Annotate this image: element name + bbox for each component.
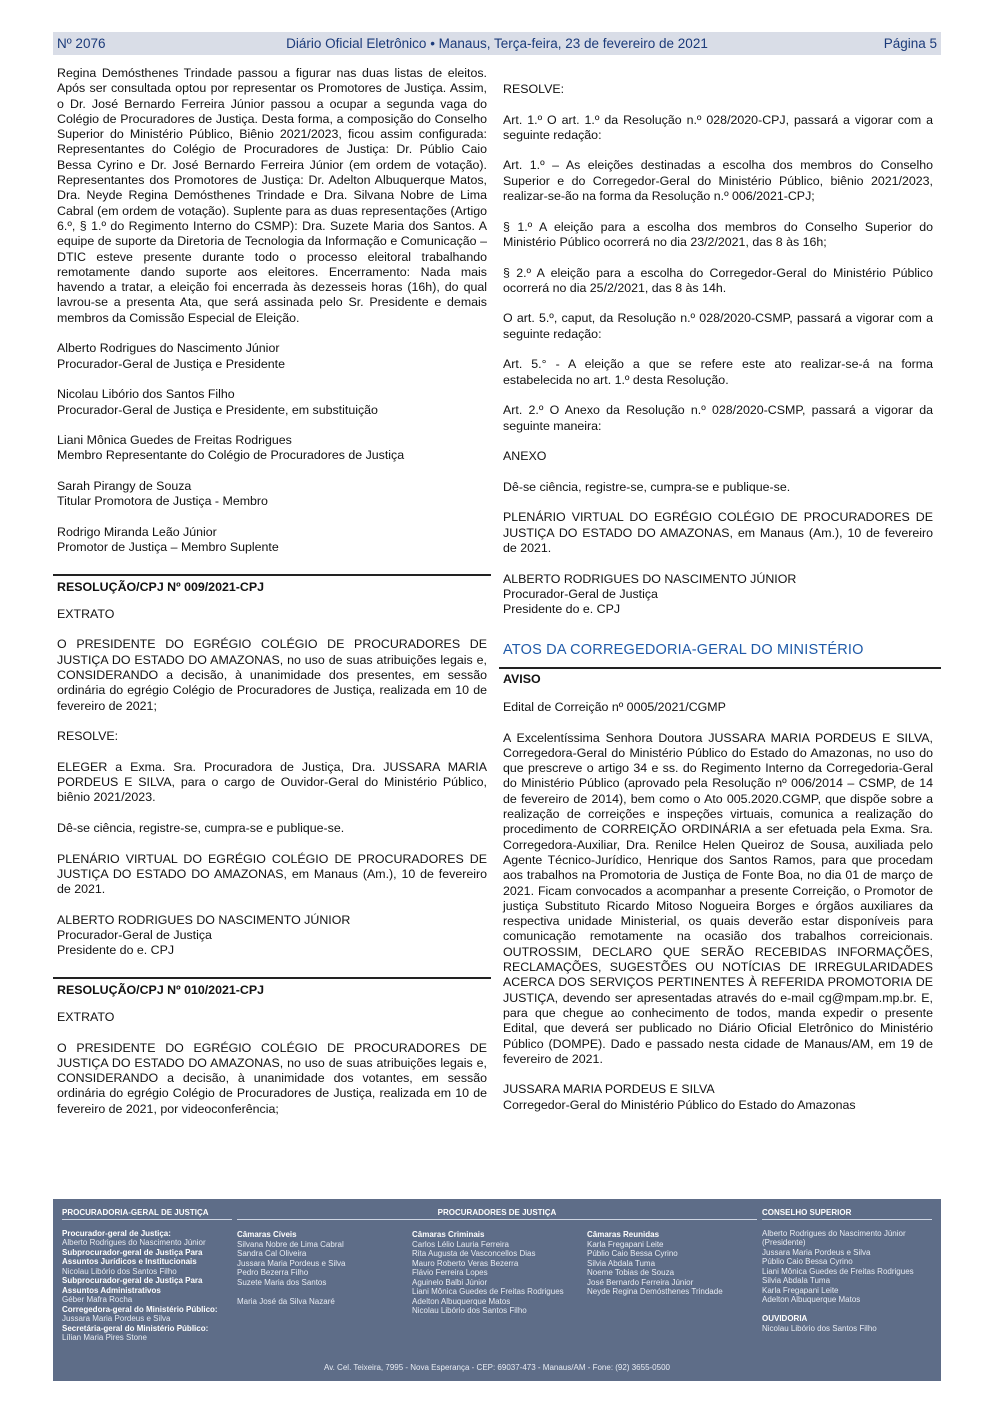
footer-label: Câmaras Cíveis xyxy=(237,1230,297,1239)
footer-name: Aguinelo Balbi Júnior xyxy=(412,1277,488,1287)
footer-name: Jussara Maria Pordeus e Silva xyxy=(62,1314,171,1323)
section-divider xyxy=(499,667,941,669)
footer-name: (Presidente) xyxy=(762,1238,806,1247)
footer-name: Maria José da Silva Nazaré xyxy=(237,1296,335,1306)
footer-divider xyxy=(62,1219,232,1220)
resolution-paragraph: § 2.º A eleição para a escolha do Corregedor-Geral do Ministério Público ocorrerá no dia 25/2/2021, das 8 às 14h. xyxy=(503,265,933,295)
signature-name: ALBERTO RODRIGUES DO NASCIMENTO JÚNIOR xyxy=(57,912,351,927)
resolution-paragraph: § 1.º A eleição para a escolha dos membros do Conselho Superior do Ministério Público ocorrerá no dia 23/2/2021, das 8 às 16h; xyxy=(503,219,933,249)
signature-name: Sarah Pirangy de Souza xyxy=(57,479,192,494)
extrato-label: EXTRATO xyxy=(57,1009,115,1024)
signature-role: Presidente do e. CPJ xyxy=(57,943,175,958)
footer-name: Karla Fregapani Leite xyxy=(587,1239,664,1249)
footer-divider xyxy=(762,1219,932,1220)
signature-role: Promotor de Justiça – Membro Suplente xyxy=(57,540,279,555)
header-title: Diário Oficial Eletrônico • Manaus, Terça-feira, 23 de fevereiro de 2021 xyxy=(286,36,708,51)
resolution-paragraph: Art. 2.º O Anexo da Resolução n.º 028/2020-CSMP, passará a vigorar da seguinte maneira: xyxy=(503,403,933,433)
footer-label: Secretária-geral do Ministério Público: xyxy=(62,1323,209,1333)
footer-reunidas xyxy=(587,1230,757,1297)
resolution-paragraph: Art. 1.º O art. 1.º da Resolução n.º 028/2020-CPJ, passará a vigorar com a seguinte redação: xyxy=(503,112,933,142)
footer-name: Liani Mônica Guedes de Freitas Rodrigues xyxy=(762,1266,914,1276)
signature-name: Liani Mônica Guedes de Freitas Rodrigues xyxy=(57,433,292,448)
footer-divider xyxy=(237,1219,757,1220)
footer-name: Silvana Nobre de Lima Cabral xyxy=(237,1239,344,1249)
footer-name: Suzete Maria dos Santos xyxy=(237,1277,327,1287)
footer-name: Públio Caio Bessa Cyrino xyxy=(587,1249,678,1258)
signature-block xyxy=(57,913,487,959)
footer-heading: CONSELHO SUPERIOR xyxy=(762,1208,852,1217)
signature-block xyxy=(57,525,487,556)
footer-name: Alberto Rodrigues do Nascimento Júnior xyxy=(762,1228,906,1238)
footer-address: Av. Cel. Teixeira, 7995 - Nova Esperança - CEP: 69037-473 - Manaus/AM - Fone: (92) 3655-0500 xyxy=(324,1363,670,1372)
signature-block xyxy=(57,433,487,464)
footer-label: Subprocurador-geral de Justiça Para Assuntos Jurídicos e Institucionais xyxy=(62,1247,203,1266)
footer-name: Carlos Lélio Lauria Ferreira xyxy=(412,1239,509,1249)
signature-role: Procurador-Geral de Justiça e Presidente xyxy=(57,356,285,371)
page-number: Página 5 xyxy=(883,36,937,51)
footer-name: Alberto Rodrigues do Nascimento Júnior xyxy=(62,1238,206,1247)
signature-block xyxy=(503,572,933,618)
footer-name: Nicolau Libório dos Santos Filho xyxy=(62,1266,177,1276)
footer-name: Adelton Albuquerque Matos xyxy=(762,1295,861,1304)
footer-name: Neyde Regina Demósthenes Trindade xyxy=(587,1287,723,1296)
resolution-010-title: RESOLUÇÃO/CPJ Nº 010/2021-CPJ xyxy=(57,982,264,997)
footer-heading: PROCURADORES DE JUSTIÇA xyxy=(437,1208,557,1217)
resolution-paragraph: Art. 5.° - A eleição a que se refere este ato realizar-se-á na forma estabelecida no art. 1.º desta Resolução. xyxy=(503,357,933,387)
footer-name: Adelton Albuquerque Matos xyxy=(412,1296,511,1306)
resolve-label: RESOLVE: xyxy=(57,729,119,744)
footer-name: Noeme Tobias de Souza xyxy=(587,1268,675,1277)
footer-name: José Bernardo Ferreira Júnior xyxy=(587,1277,694,1287)
signature-role: Membro Representante do Colégio de Procuradores de Justiça xyxy=(57,448,405,463)
footer-procuradores-column xyxy=(237,1208,757,1229)
section-heading: ATOS DA CORREGEDORIA-GERAL DO MINISTÉRIO xyxy=(503,642,864,659)
section-divider xyxy=(53,574,491,576)
signature-block xyxy=(57,479,487,510)
footer-heading: PROCURADORIA-GERAL DE JUSTIÇA xyxy=(62,1208,209,1217)
resolution-paragraph: Dê-se ciência, registre-se, cumpra-se e publique-se. xyxy=(57,820,345,835)
footer-label: Corregedora-geral do Ministério Público: xyxy=(62,1304,218,1314)
footer-pgj-column xyxy=(62,1208,232,1343)
footer-label: Subprocurador-geral de Justiça Para Assuntos Administrativos xyxy=(62,1276,203,1295)
footer-name: Jussara Maria Pordeus e Silva xyxy=(762,1247,871,1257)
resolution-paragraph: Dê-se ciência, registre-se, cumpra-se e publique-se. xyxy=(503,479,791,494)
footer-label: Câmaras Reunidas xyxy=(587,1230,660,1239)
footer-name: Liani Mônica Guedes de Freitas Rodrigues xyxy=(412,1287,564,1296)
right-column xyxy=(503,82,933,1113)
footer-name: Pedro Bezerra Filho xyxy=(237,1268,309,1277)
left-column xyxy=(57,66,487,1117)
resolve-label: RESOLVE: xyxy=(503,82,565,96)
signature-name: Rodrigo Miranda Leão Júnior xyxy=(57,524,217,539)
footer-label: Câmaras Criminais xyxy=(412,1230,485,1239)
anexo-label: ANEXO xyxy=(503,449,547,464)
signature-role: Procurador-Geral de Justiça xyxy=(503,586,658,601)
footer-spacer xyxy=(237,1287,407,1297)
signature-name: JUSSARA MARIA PORDEUS E SILVA xyxy=(503,1082,715,1097)
signature-role: Procurador-Geral de Justiça xyxy=(57,928,212,943)
section-divider xyxy=(53,977,491,979)
signature-role: Procurador-Geral de Justiça e Presidente, em substituição xyxy=(57,402,378,417)
page-header xyxy=(53,32,941,55)
footer-name: Silvia Abdala Tuma xyxy=(587,1258,656,1268)
footer-name: Karla Fregapani Leite xyxy=(762,1285,839,1295)
footer-name: Mauro Roberto Veras Bezerra xyxy=(412,1258,519,1268)
footer-name: Jussara Maria Pordeus e Silva xyxy=(237,1258,346,1268)
signature-block xyxy=(57,387,487,418)
footer-name: Públio Caio Bessa Cyrino xyxy=(762,1257,853,1266)
signature-block xyxy=(503,1082,933,1113)
footer-name: Géber Mafra Rocha xyxy=(62,1295,133,1304)
footer-civeis xyxy=(237,1230,407,1306)
edition-number: Nº 2076 xyxy=(57,36,106,51)
edital-title: Edital de Correição nº 0005/2021/CGMP xyxy=(503,699,726,714)
footer-name: Sandra Cal Oliveira xyxy=(237,1249,307,1258)
page-footer xyxy=(53,1199,941,1381)
signature-role: Presidente do e. CPJ xyxy=(503,602,621,617)
footer-name: Nicolau Libório dos Santos Filho xyxy=(762,1323,877,1333)
footer-name: Lílian Maria Pires Stone xyxy=(62,1333,147,1342)
footer-name: Flávio Ferreira Lopes xyxy=(412,1268,488,1277)
ata-paragraph: Regina Demósthenes Trindade passou a figurar nas duas listas de eleitos. Após ser consultada optou por representar os Promotores de Justiça. Assim, o Dr. José Bernardo Ferreira Júnior passou a ocupar a segunda vaga do Colégio de Procuradores de Justiça. Desta forma, a composição do Conselho Superior do Ministério Público, Biênio 2021/2023, ficou assim configurada: Representantes do Colégio de Procuradores de Justiça: Dr. Públio Caio Bessa Cyrino e Dr. José Bernardo Ferreira Júnior (em ordem de votação). Representantes dos Promotores de Justiça: Dr. Adelton Albuquerque Matos, Dra. Neyde Regina Demósthenes Trindade e Dra. Silvana Nobre de Lima Cabral (em ordem de votação). Suplente para as duas representações (Artigo 6.º, § 1.º do Regimento Interno do CSMP): Dra. Suzete Maria dos Santos. A equipe de suporte da Diretoria de Tecnologia da Informação e Comunicação – DTIC esteve presente durante todo o processo eleitoral trabalhando remotamente dando suporte aos eleitores. Encerramento: Nada mais havendo a tratar, a eleição foi encerrada às dezesseis horas (16h), do qual lavrou-se a presenta Ata, que será assinada pelo Sr. Presidente e demais membros da Comissão Especial de Eleição. xyxy=(57,66,487,325)
footer-spacer xyxy=(762,1305,932,1315)
footer-name: Rita Augusta de Vasconcellos Dias xyxy=(412,1249,536,1258)
footer-label: OUVIDORIA xyxy=(762,1314,808,1323)
aviso-title: AVISO xyxy=(503,671,541,686)
signature-role: Corregedor-Geral do Ministério Público do Estado do Amazonas xyxy=(503,1097,856,1112)
signature-name: Alberto Rodrigues do Nascimento Júnior xyxy=(57,341,280,356)
signature-block xyxy=(57,341,487,372)
signature-name: Nicolau Libório dos Santos Filho xyxy=(57,387,235,402)
footer-criminais xyxy=(412,1230,587,1316)
footer-label: Procurador-geral de Justiça: xyxy=(62,1228,171,1238)
edital-body: A Excelentíssima Senhora Doutora JUSSARA MARIA PORDEUS E SILVA, Corregedora-Geral do Ministério Público do Estado do Amazonas, no uso do que prescreve o artigo 34 e ss. do Regimento Interno da Corregedoria-Geral do Ministério Público (aprovado pela Resolução nº 006/2014 – CSMP, de 14 de fevereiro de 2014), bem como o Ato 005.2020.CGMP, que dispõe sobre a realização de correições e inspeções virtuais, comunica a realização do procedimento de CORREIÇÃO ORDINÁRIA a ser efetuada pela Exma. Sra. Corregedora-Auxiliar, Dra. Renilce Helen Queiroz de Sousa, auxiliada pelo Agente Técnico-Jurídico, Henrique dos Santos Ramos, para que procedam aos trabalhos na Promotoria de Justiça de Fonte Boa, no dia 01 de março de 2021. Ficam convocados a acompanhar a presente Correição, o Promotor de justiça Substituto Ricardo Mitoso Nogueira Borges e órgãos auxiliares da respectiva unidade Ministerial, os quais deverão estar disponíveis para comunicação remotamente na ocasião dos trabalhos correicionais. OUTROSSIM, DECLARO QUE SERÃO RECEBIDAS INFORMAÇÕES, RECLAMAÇÕES, SUGESTÕES OU NOTÍCIAS DE IRREGULARIDADES ACERCA DOS SERVIÇOS PERTINENTES À REFERIDA PROMOTORIA DE JUSTIÇA, devendo ser apresentadas através do e-mail cg@mpam.mp.br. E, para que chegue ao conhecimento de todos, manda expedir o presente Edital, que deverá ser publicado no Diário Oficial Eletrônico do Ministério Público (DOMPE). Dado e passado nesta cidade de Manaus/AM, em 19 de fevereiro de 2021. xyxy=(503,730,933,1066)
footer-conselho-column xyxy=(762,1208,932,1333)
resolution-paragraph: O PRESIDENTE DO EGRÉGIO COLÉGIO DE PROCURADORES DE JUSTIÇA DO ESTADO DO AMAZONAS, no uso de suas atribuições legais e, CONSIDERANDO a decisão, à unanimidade dos votantes, em sessão ordinária do egrégio Colégio de Procuradores de Justiça, realizada em 10 de fevereiro de 2021, por videoconferência; xyxy=(57,1040,487,1116)
footer-name: Nicolau Libório dos Santos Filho xyxy=(412,1306,527,1315)
resolution-paragraph: PLENÁRIO VIRTUAL DO EGRÉGIO COLÉGIO DE PROCURADORES DE JUSTIÇA DO ESTADO DO AMAZONAS, em Manaus (Am.), 10 de fevereiro de 2021. xyxy=(503,510,933,555)
resolution-paragraph: Art. 1.º – As eleições destinadas a escolha dos membros do Conselho Superior e do Corregedor-Geral do Ministério Público, biênio 2021/2023, realizar-se-ão na forma da Resolução n.º 006/2021-CPJ; xyxy=(503,158,933,204)
extrato-label: EXTRATO xyxy=(57,606,115,621)
footer-name: Silvia Abdala Tuma xyxy=(762,1276,831,1285)
resolution-paragraph: ELEGER a Exma. Sra. Procuradora de Justiça, Dra. JUSSARA MARIA PORDEUS E SILVA, para o cargo de Ouvidor-Geral do Ministério Público, biênio 2021/2023. xyxy=(57,759,487,805)
resolution-paragraph: O art. 5.º, caput, da Resolução n.º 028/2020-CSMP, passará a vigorar com a seguinte redação: xyxy=(503,311,933,341)
signature-role: Titular Promotora de Justiça - Membro xyxy=(57,494,268,509)
resolution-009-title: RESOLUÇÃO/CPJ Nº 009/2021-CPJ xyxy=(57,579,264,594)
signature-name: ALBERTO RODRIGUES DO NASCIMENTO JÚNIOR xyxy=(503,571,797,586)
resolution-paragraph: O PRESIDENTE DO EGRÉGIO COLÉGIO DE PROCURADORES DE JUSTIÇA DO ESTADO DO AMAZONAS, no uso de suas atribuições legais e, CONSIDERANDO a decisão, à unanimidade dos presentes, em sessão ordinária do egrégio Colégio de Procuradores de Justiça, realizada em 10 de fevereiro de 2021; xyxy=(57,637,487,713)
resolution-paragraph: PLENÁRIO VIRTUAL DO EGRÉGIO COLÉGIO DE PROCURADORES DE JUSTIÇA DO ESTADO DO AMAZONAS, em Manaus (Am.), 10 de fevereiro de 2021. xyxy=(57,851,487,897)
